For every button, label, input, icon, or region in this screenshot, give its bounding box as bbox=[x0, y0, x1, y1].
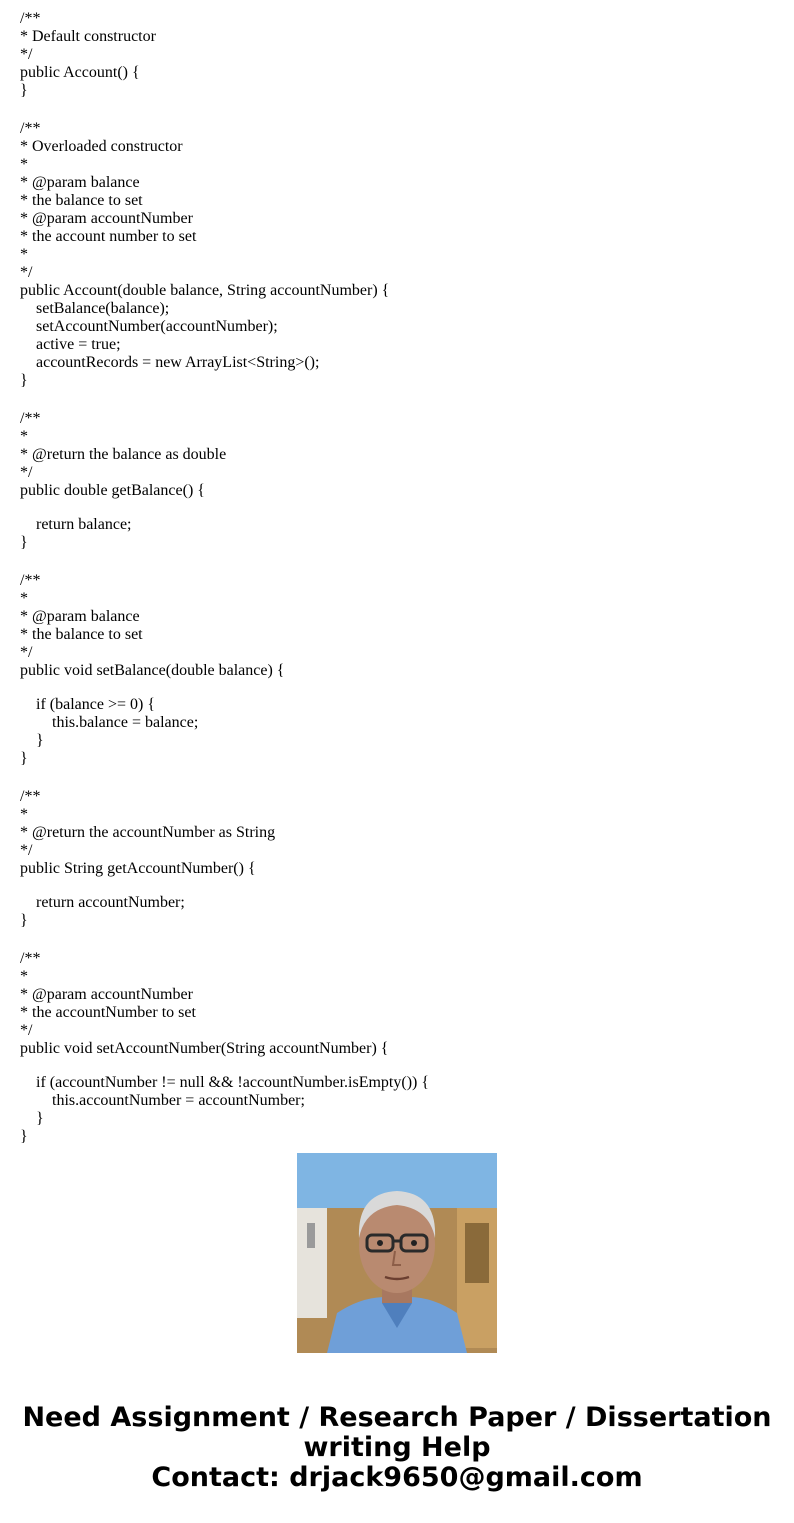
code-line bbox=[20, 768, 780, 788]
code-line: */ bbox=[20, 1022, 33, 1039]
code-line: * bbox=[20, 428, 28, 445]
code-listing bbox=[20, 10, 780, 1145]
code-line: return balance; bbox=[20, 516, 132, 533]
promo-line-1: Need Assignment / Research Paper / Dissertation bbox=[22, 1402, 772, 1433]
promo-contact-line: Contact: drjack9650@gmail.com bbox=[151, 1462, 643, 1493]
code-line: } bbox=[20, 534, 28, 551]
code-line: * bbox=[20, 590, 28, 607]
code-line: } bbox=[20, 750, 28, 767]
code-line: /** bbox=[20, 950, 41, 967]
code-line: * Overloaded constructor bbox=[20, 138, 183, 155]
code-line bbox=[20, 500, 780, 516]
code-line: this.accountNumber = accountNumber; bbox=[20, 1092, 305, 1109]
code-line bbox=[20, 878, 780, 894]
code-line: /** bbox=[20, 410, 41, 427]
code-line: * bbox=[20, 246, 28, 263]
code-line: */ bbox=[20, 264, 33, 281]
code-line: /** bbox=[20, 10, 41, 27]
code-line: /** bbox=[20, 120, 41, 137]
code-line: active = true; bbox=[20, 336, 121, 353]
code-line: public String getAccountNumber() { bbox=[20, 860, 256, 877]
code-line: if (balance >= 0) { bbox=[20, 696, 156, 713]
code-line: if (accountNumber != null && !accountNumber.isEmpty()) { bbox=[20, 1074, 430, 1091]
code-line: } bbox=[20, 372, 28, 389]
code-line: accountRecords = new ArrayList<String>(); bbox=[20, 354, 320, 371]
code-line: * @return the balance as double bbox=[20, 446, 227, 463]
code-line: * the account number to set bbox=[20, 228, 197, 245]
promo-line-2: writing Help bbox=[303, 1432, 491, 1463]
code-line: * @param balance bbox=[20, 174, 140, 191]
code-line: * the balance to set bbox=[20, 626, 143, 643]
code-line bbox=[20, 552, 780, 572]
code-line: * @param balance bbox=[20, 608, 140, 625]
code-line bbox=[20, 390, 780, 410]
code-line: public void setBalance(double balance) { bbox=[20, 662, 285, 679]
code-line: */ bbox=[20, 644, 33, 661]
code-line: } bbox=[20, 1128, 28, 1145]
code-line: this.balance = balance; bbox=[20, 714, 199, 731]
code-line: return accountNumber; bbox=[20, 894, 185, 911]
code-line: } bbox=[20, 732, 44, 749]
code-line: setAccountNumber(accountNumber); bbox=[20, 318, 278, 335]
code-line: /** bbox=[20, 788, 41, 805]
code-line: */ bbox=[20, 46, 33, 63]
code-line: */ bbox=[20, 842, 33, 859]
code-line: */ bbox=[20, 464, 33, 481]
code-line: * bbox=[20, 968, 28, 985]
code-line: public Account() { bbox=[20, 64, 140, 81]
code-line bbox=[20, 1058, 780, 1074]
promo-banner bbox=[0, 1403, 794, 1493]
code-line: * the balance to set bbox=[20, 192, 143, 209]
code-line bbox=[20, 100, 780, 120]
code-line: public double getBalance() { bbox=[20, 482, 205, 499]
code-line: * the accountNumber to set bbox=[20, 1004, 196, 1021]
code-line: /** bbox=[20, 572, 41, 589]
code-line: setBalance(balance); bbox=[20, 300, 170, 317]
code-line: * @return the accountNumber as String bbox=[20, 824, 276, 841]
code-line: * bbox=[20, 806, 28, 823]
code-line: public void setAccountNumber(String accountNumber) { bbox=[20, 1040, 389, 1057]
presenter-photo-graphic bbox=[297, 1153, 497, 1353]
code-line: public Account(double balance, String accountNumber) { bbox=[20, 282, 390, 299]
code-line: * bbox=[20, 156, 28, 173]
code-line bbox=[20, 930, 780, 950]
code-line: } bbox=[20, 82, 28, 99]
code-line: } bbox=[20, 912, 28, 929]
code-line: * @param accountNumber bbox=[20, 210, 193, 227]
code-line: * @param accountNumber bbox=[20, 986, 193, 1003]
code-line bbox=[20, 680, 780, 696]
code-line: } bbox=[20, 1110, 44, 1127]
code-line: * Default constructor bbox=[20, 28, 156, 45]
presenter-photo-icon bbox=[297, 1153, 497, 1353]
